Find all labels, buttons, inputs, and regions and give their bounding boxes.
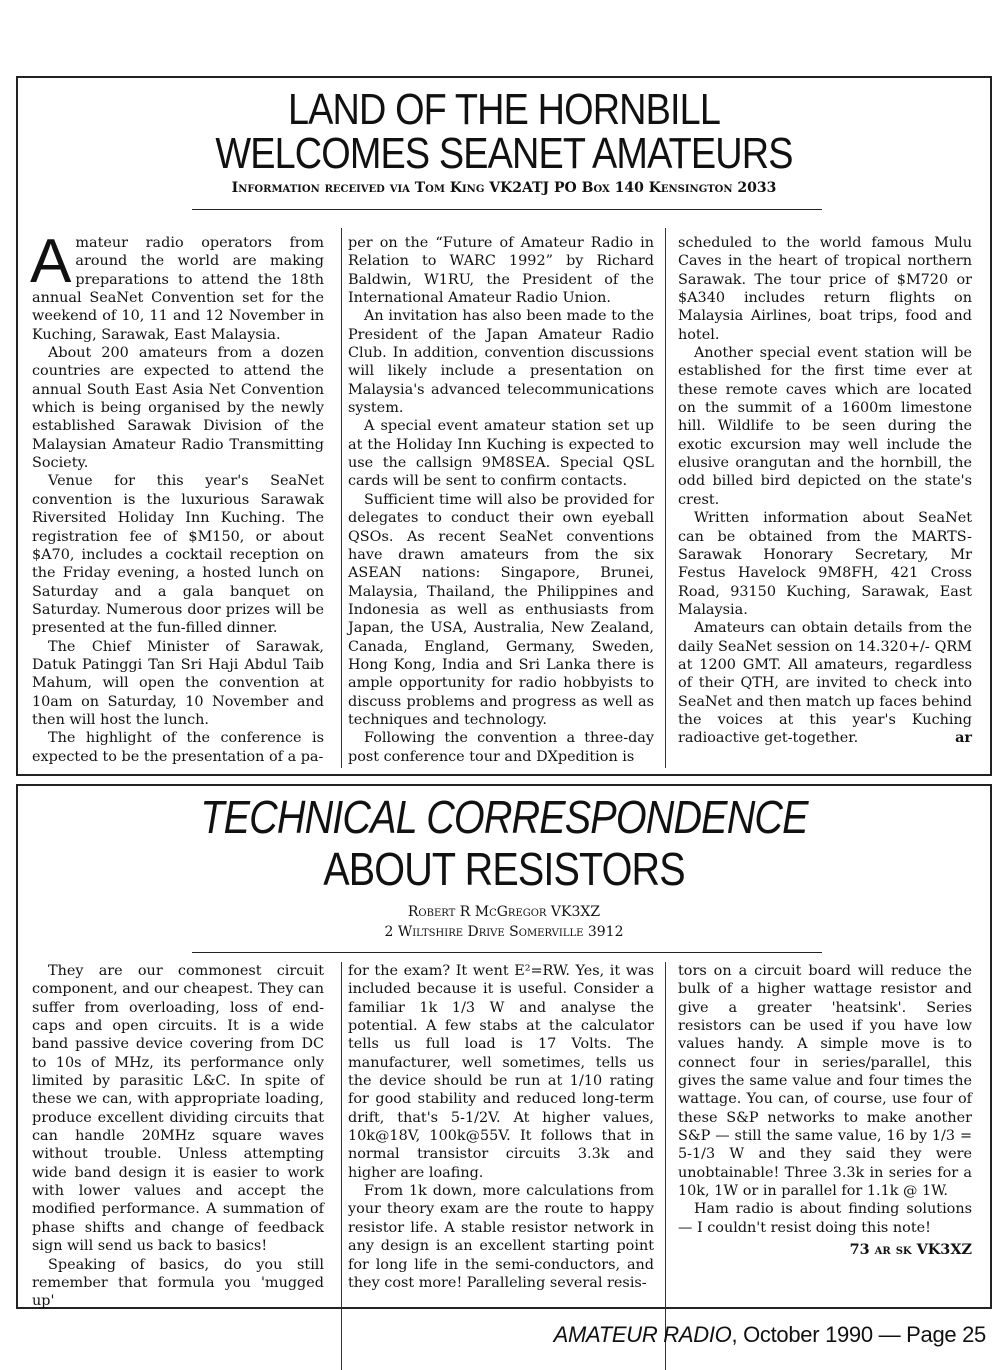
column-divider bbox=[665, 228, 666, 768]
article1-column-2 bbox=[348, 234, 654, 766]
article2-column-2 bbox=[348, 962, 654, 1292]
article2-address: 2 Wiltshire Drive Somerville 3912 bbox=[384, 924, 624, 940]
issue-page: , October 1990 — Page 25 bbox=[731, 1322, 986, 1347]
paragraph: A special event amateur station set up at the Holiday Inn Kuching is expected to use the callsign 9M8SEA. Special QSL cards will be sent to confirm contacts. bbox=[348, 418, 654, 490]
paragraph: tors on a circuit board will reduce the bulk of a higher wattage resistor and give a greater 'heatsink'. Series resistors can be used if you have low values handy. A simple move is to connect four in series/parallel, this gives the same value and four times the wattage. You can, of course, use four of these S&P networks to make another S&P — still the same value, 16 by 1/3 = 5-1/3 W and they said they were unobtainable! Three 3.3k in series for a 10k, 1W or in parallel for 1.1k @ 1W. bbox=[678, 963, 972, 1200]
page-footer bbox=[554, 1322, 986, 1348]
paragraph: per on the “Future of Amateur Radio in Relation to WARC 1992” by Richard Baldwin, W1RU, the President of the International Amateur Radio Union. bbox=[348, 235, 654, 307]
paragraph: Sufficient time will also be provided for delegates to conduct their own eyeball QSOs. As recent SeaNet conventions have drawn amateurs from the six ASEAN nations: Singapore, Brunei, Malaysia, Thailand, the Philippines and Indonesia as well as enthusiasts from Japan, the USA, Australia, New Zealand, Canada, England, Germany, Sweden, Hong Kong, India and Sri Lanka there is ample opportunity for radio hobbyists to discuss problems and progress as well as techniques and technology. bbox=[348, 491, 654, 728]
article-hornbill-box bbox=[16, 76, 992, 776]
column-divider bbox=[665, 962, 666, 1370]
paragraph: They are our commonest circuit component, and our cheapest. They can suffer from overloading, loss of end-caps and open circuits. It is a wide band passive device covering from DC to 10s of MHz, its performance only limited by parasitic L&C. In spite of these we can, with appropriate loading, produce excellent dividing circuits that can handle 20MHz square waves without trouble. Unless attempting wide band design it is easier to work with lower values and accept the modified performance. A summation of phase shifts and change of feedback sign will send us back to basics! bbox=[32, 963, 324, 1255]
paragraph: for the exam? It went E²=RW. Yes, it was included because it is useful. Consider a familiar 1k 1/3 W and analyse the potential. A few stabs at the calculator tells us full load is 17 Volts. The manufacturer, well sometimes, tells us the device should be run at 1/10 rating for good stability and reduced long-term drift, that's 5-1/2V. At higher values, 10k@18V, 100k@55V. It follows that in normal transistor circuits 3.3k and higher are loafing. bbox=[348, 963, 654, 1181]
article1-column-1 bbox=[30, 227, 324, 766]
column-divider bbox=[341, 228, 342, 768]
paragraph: Venue for this year's SeaNet convention is the luxurious Sarawak Riversited Holiday Inn Kuching. The registration fee of $M150, or about $A70, includes a cocktail reception on the Friday evening, a hosted lunch on Saturday and a gala banquet on Saturday. Numerous door prizes will be presented at the fun-filled dinner. bbox=[32, 473, 324, 637]
end-mark: ar bbox=[955, 729, 972, 747]
signoff: 73 ar sk VK3XZ bbox=[849, 1241, 972, 1259]
paragraph: Amateurs can obtain details from the daily SeaNet session on 14.320+/- QRM at 1200 GMT. All amateurs, regardless of their QTH, are invited to check into SeaNet and then match up faces behind the voices at this year's Kuching radioactive get-together. ar bbox=[678, 620, 972, 747]
article2-rule bbox=[192, 952, 822, 953]
paragraph: About 200 amateurs from a dozen countries are expected to attend the annual South East Asia Net Convention which is being organised by the newly established Sarawak Division of the Malaysian Amateur Radio Transmitting Society. bbox=[32, 345, 324, 472]
article1-column-3 bbox=[678, 234, 972, 748]
article1-title-line1: LAND OF THE HORNBILL bbox=[287, 85, 721, 134]
article-resistors-box bbox=[16, 784, 992, 1309]
paragraph: Ham radio is about finding solutions — I couldn't resist doing this note! bbox=[678, 1201, 972, 1236]
article2-column-3 bbox=[678, 962, 972, 1260]
article1-rule bbox=[192, 209, 822, 210]
paragraph: The highlight of the conference is expected to be the presentation of a pa- bbox=[32, 730, 324, 765]
paragraph: Following the convention a three-day post conference tour and DXpedition is bbox=[348, 730, 654, 765]
article2-title-line2: ABOUT RESISTORS bbox=[323, 843, 685, 895]
paragraph: An invitation has also been made to the President of the Japan Amateur Radio Club. In addition, convention discussions will likely include a presentation on Malaysia's advanced telecommunications system. bbox=[348, 308, 654, 417]
paragraph: From 1k down, more calculations from your theory exam are the route to happy resistor life. A stable resistor network in any design is an excellent starting point for long life in the semi-conductors, and they cost more! Paralleling several resis- bbox=[348, 1183, 654, 1291]
article1-title-line2: WELCOMES SEANET AMATEURS bbox=[215, 129, 793, 178]
column-divider bbox=[341, 962, 342, 1370]
drop-cap: A bbox=[30, 227, 72, 296]
paragraph: scheduled to the world famous Mulu Caves in the heart of tropical northern Sarawak. The tour price of $M720 or $A340 includes return flights on Malaysia Airlines, boat trips, food and hotel. bbox=[678, 235, 972, 343]
article2-title-line1: TECHNICAL CORRESPONDENCE bbox=[200, 791, 808, 843]
article1-subtitle: Information received via Tom King VK2ATJ PO Box 140 Kensington 2033 bbox=[231, 180, 777, 196]
magazine-name: AMATEUR RADIO bbox=[553, 1322, 732, 1347]
paragraph: The Chief Minister of Sarawak, Datuk Patinggi Tan Sri Haji Abdul Taib Mahum, will open the convention at 10am on Saturday, 10 November and then will host the lunch. bbox=[32, 638, 324, 728]
paragraph: Amateur radio operators from around the world are making preparations to attend the 18th annual SeaNet Convention set for the weekend of 10, 11 and 12 November in Kuching, Sarawak, East Malaysia. bbox=[30, 227, 324, 343]
paragraph: Another special event station will be established for the first time ever at these remote caves which are located on the summit of a 1600m limestone hill. Wildlife to be seen during the exotic excursion may well include the elusive orangutan and the hornbill, the odd billed bird depicted on the state's crest. bbox=[678, 345, 972, 508]
paragraph: Written information about SeaNet can be obtained from the MARTS-Sarawak Honorary Secretary, Mr Festus Havelock 9M8FH, 421 Cross Road, 93150 Kuching, Sarawak, East Malaysia. bbox=[678, 510, 972, 618]
article2-author: Robert R McGregor VK3XZ bbox=[407, 904, 601, 920]
paragraph: Speaking of basics, do you still remember that formula you 'mugged up' bbox=[32, 1256, 324, 1310]
article2-column-1 bbox=[32, 962, 324, 1311]
